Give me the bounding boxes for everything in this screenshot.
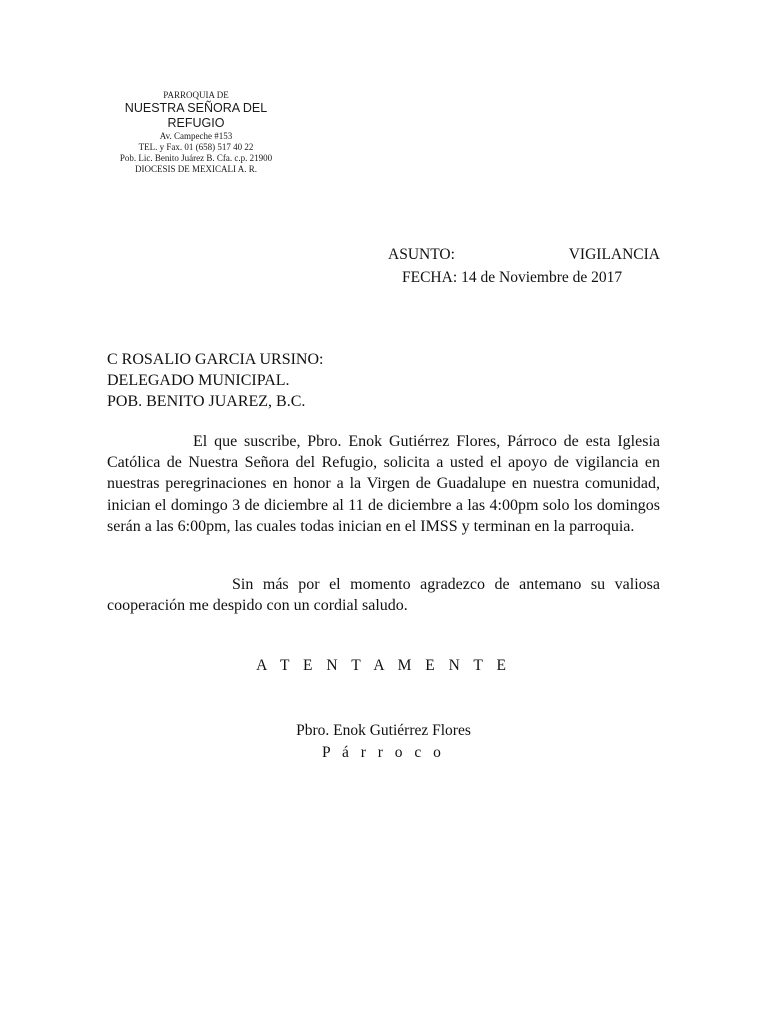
addressee-position: DELEGADO MUNICIPAL. [107,372,290,389]
body-paragraph-2: Sin más por el momento agradezco de antemano su valiosa cooperación me despido con un cordial saludo. [107,576,660,615]
date-value: 14 de Noviembre de 2017 [461,268,623,286]
subject-line [388,243,660,266]
signatory-title: P á r r o c o [322,744,445,761]
addressee-place: POB. BENITO JUAREZ, B.C. [107,393,306,410]
letterhead-parish-name: NUESTRA SEÑORA DEL [124,101,268,115]
subject-value: VIGILANCIA [568,245,660,263]
addressee-name: C ROSALIO GARCIA URSINO: [107,351,324,368]
addressee-block [107,349,323,412]
letterhead-diocese: DIOCESIS DE MEXICALI A. R. [134,164,257,174]
date-line [388,266,660,289]
subject-label: ASUNTO: [388,245,455,263]
letterhead [96,90,296,175]
subject-date-block [388,243,660,289]
date-label: FECHA: [402,268,458,286]
letterhead-town: Pob. Lic. Benito Juárez B. Cfa. c.p. 21900 [119,153,273,163]
letterhead-parish-line: PARROQUIA DE [163,90,229,100]
signatory-name: Pbro. Enok Gutiérrez Flores [296,722,471,739]
letterhead-phone: TEL. y Fax. 01 (658) 517 40 22 [138,142,254,152]
letterhead-parish-name-2: REFUGIO [167,116,225,130]
body-paragraph-1: El que suscribe, Pbro. Enok Gutiérrez Flores, Párroco de esta Iglesia Católica de Nuestra Señora del Refugio, solicita a usted el apoyo de vigilancia en nuestras peregrinaciones en honor a la Virgen de Guadalupe en nuestra comunidad, inician el domingo 3 de diciembre al 11 de diciembre a las 4:00pm solo los domingos serán a las 6:00pm, las cuales todas inician en el IMSS y terminan en la parroquia. [107,433,660,535]
letterhead-address: Av. Campeche #153 [159,131,233,141]
closing-salutation: A T E N T A M E N T E [256,657,511,674]
signature-block [107,720,660,764]
